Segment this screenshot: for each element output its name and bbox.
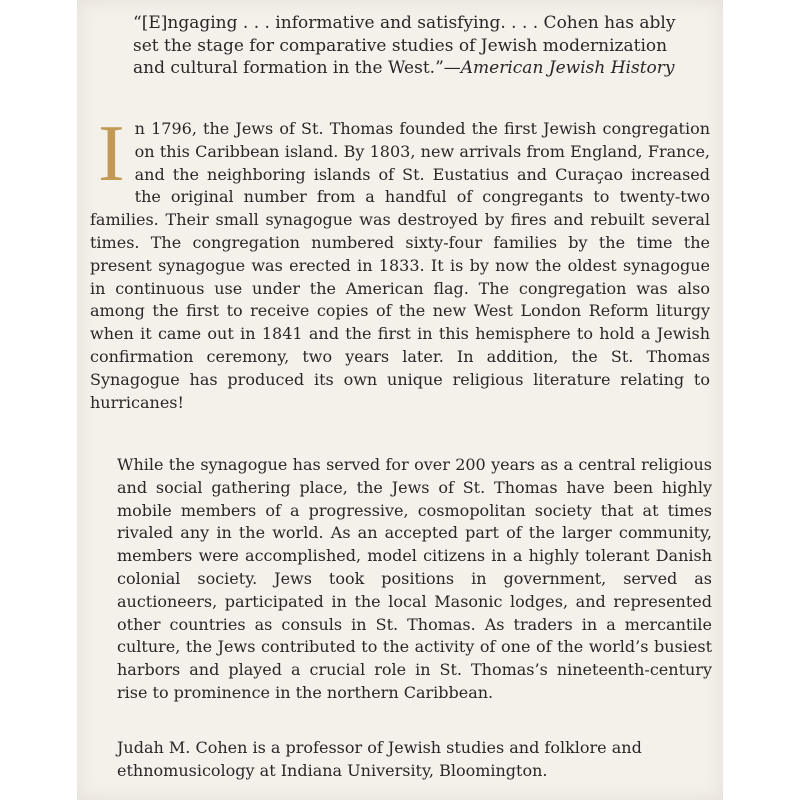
quote-source: —American Jewish History [443, 58, 675, 78]
review-quote [133, 12, 693, 80]
author-bio: Judah M. Cohen is a professor of Jewish studies and folklore and ethnomusicology at Indiana University, Bloomington. [117, 738, 642, 780]
intro-text: n 1796, the Jews of St. Thomas founded the first Jewish congregation on this Caribbean island. By 1803, new arrivals from England, France, and the neighboring islands of St. Eustatius and Curaçao increased the original number from a handful of congregants to twenty-two families. Their small synagogue was destroyed by fires and rebuilt several times. The congregation numbered sixty-four families by the time the present synagogue was erected in 1833. It is by now the oldest synagogue in continuous use under the American flag. The congregation was also among the first to receive copies of the new West London Reform liturgy when it came out in 1841 and the first in this hemisphere to hold a Jewish confirmation ceremony, two years later. In addition, the St. Thomas Synagogue has produced its own unique religious literature relating to hurricanes! [90, 119, 710, 412]
intro-paragraph [90, 110, 710, 414]
drop-cap: I [98, 110, 125, 198]
quote-text: “[E]ngaging . . . informative and satisfying. . . . Cohen has ably set the stage for comparative studies of Jewish modernization and cultural formation in the West.” [133, 13, 676, 78]
body-paragraph: While the synagogue has served for over 200 years as a central religious and social gathering place, the Jews of St. Thomas have been highly mobile members of a progressive, cosmopolitan society that at times rivaled any in the world. As an accepted part of the larger community, members were accomplished, model citizens in a highly tolerant Danish colonial society. Jews took positions in government, served as auctioneers, participated in the local Masonic lodges, and represented other countries as consuls in St. Thomas. As traders in a mercantile culture, the Jews contributed to the activity of one of the world’s busiest harbors and played a crucial role in St. Thomas’s nineteenth-century rise to prominence in the northern Caribbean. [117, 455, 712, 702]
